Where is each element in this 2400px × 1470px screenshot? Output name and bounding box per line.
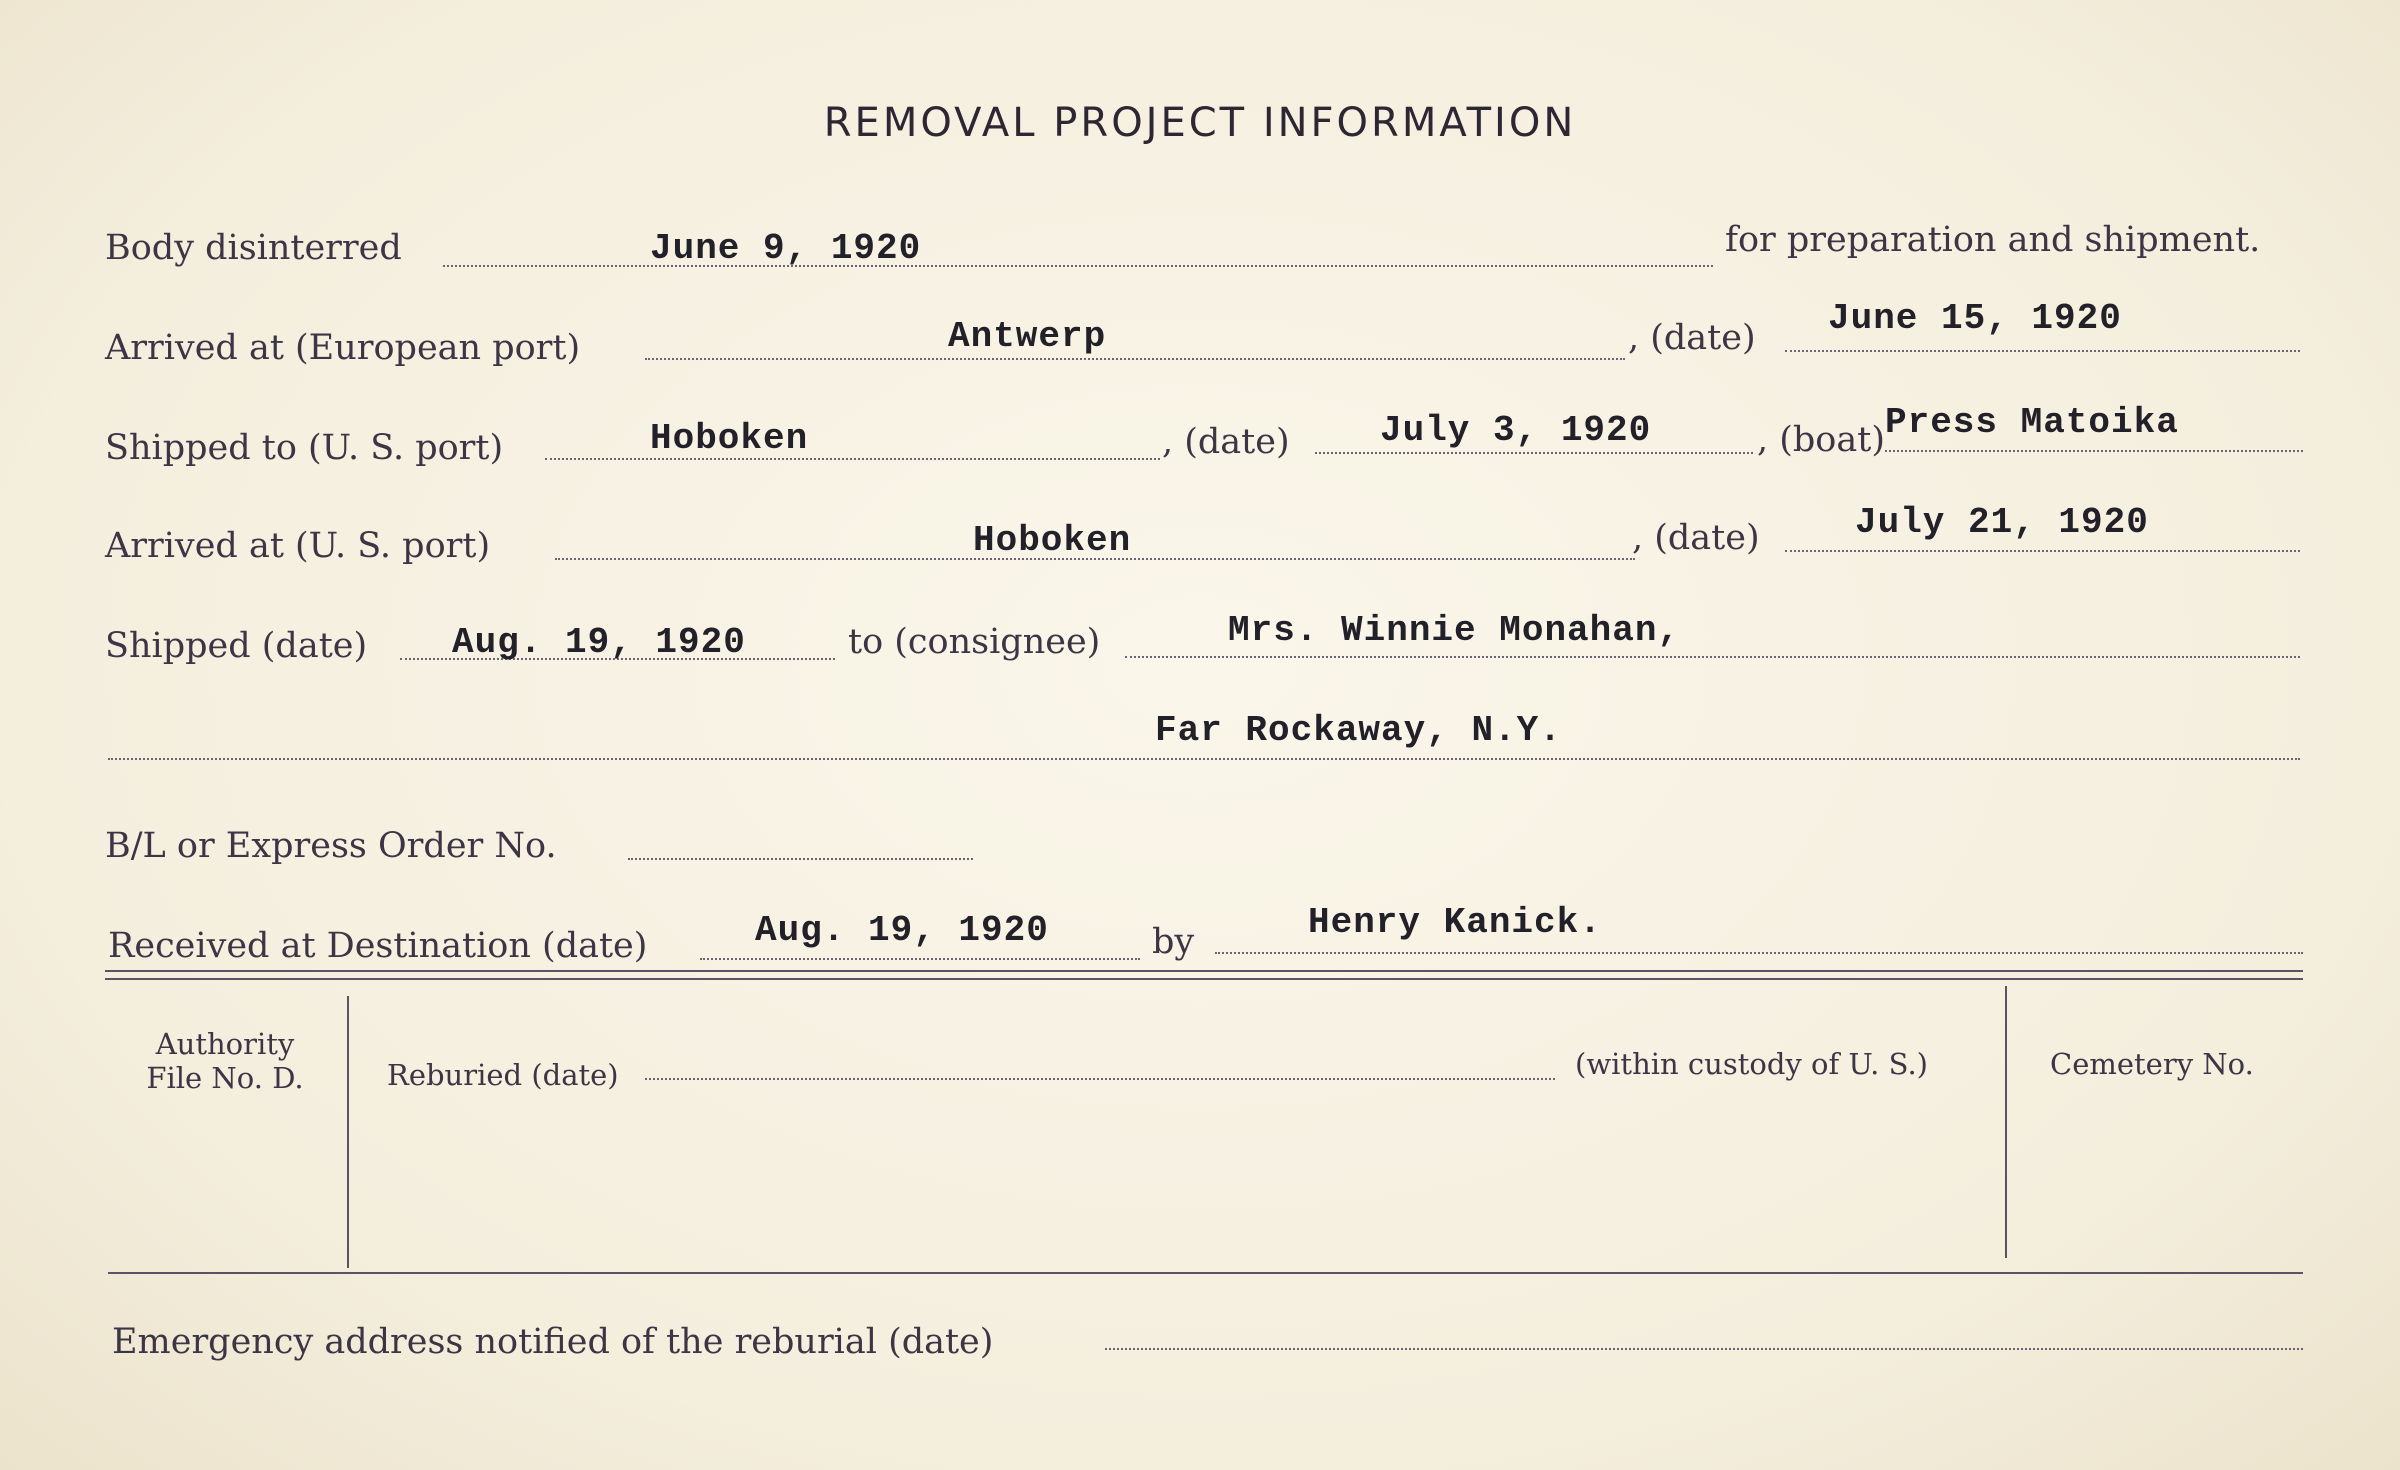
euro-date-line bbox=[1785, 350, 2300, 352]
file-no-label: File No. D. bbox=[146, 1061, 304, 1095]
consignee-address: Far Rockaway, N.Y. bbox=[1155, 710, 1562, 751]
arrived-us-date-line bbox=[1785, 550, 2300, 552]
shipped-us-line bbox=[545, 458, 1160, 460]
consignee-line bbox=[1125, 656, 2300, 658]
euro-date-label: , (date) bbox=[1628, 318, 1756, 358]
table-top-border-2 bbox=[105, 978, 2303, 980]
euro-port-date: June 15, 1920 bbox=[1828, 298, 2122, 339]
consignee-name: Mrs. Winnie Monahan, bbox=[1228, 610, 1681, 651]
arrived-us-date-label: , (date) bbox=[1632, 518, 1760, 558]
shipped-date: Aug. 19, 1920 bbox=[452, 622, 746, 663]
shipped-us-port: Hoboken bbox=[650, 418, 809, 459]
boat-line bbox=[1885, 450, 2303, 452]
authority-label: Authority bbox=[155, 1027, 295, 1061]
table-bottom-border bbox=[108, 1272, 2303, 1274]
received-by-line bbox=[1215, 952, 2303, 954]
table-divider-2 bbox=[2005, 986, 2007, 1258]
euro-port-line bbox=[645, 358, 1625, 360]
euro-port-value: Antwerp bbox=[948, 316, 1107, 357]
euro-port-label: Arrived at (European port) bbox=[105, 328, 581, 368]
bl-label: B/L or Express Order No. bbox=[105, 826, 557, 866]
shipped-us-label: Shipped to (U. S. port) bbox=[105, 428, 504, 468]
custody-label: (within custody of U. S.) bbox=[1575, 1047, 1928, 1081]
table-divider-1 bbox=[347, 996, 349, 1268]
received-date-line bbox=[700, 958, 1140, 960]
shipped-us-date-label: , (date) bbox=[1162, 422, 1290, 462]
reburied-label: Reburied (date) bbox=[387, 1058, 619, 1092]
page-title: REMOVAL PROJECT INFORMATION bbox=[823, 100, 1577, 146]
arrived-us-port: Hoboken bbox=[973, 520, 1132, 561]
boat-name: Press Matoika bbox=[1885, 402, 2179, 443]
received-date: Aug. 19, 1920 bbox=[755, 910, 1049, 951]
consignee-label: to (consignee) bbox=[848, 622, 1101, 662]
reburied-line bbox=[645, 1078, 1555, 1080]
emergency-label: Emergency address notified of the reburial (date) bbox=[112, 1322, 994, 1362]
bl-line bbox=[628, 858, 973, 860]
disinterred-label: Body disinterred bbox=[105, 228, 402, 268]
address-line bbox=[108, 758, 2300, 760]
arrived-us-date: July 21, 1920 bbox=[1855, 502, 2149, 543]
shipped-date-label: Shipped (date) bbox=[105, 626, 368, 666]
boat-label: , (boat) bbox=[1757, 420, 1885, 460]
shipped-us-date-line bbox=[1315, 452, 1753, 454]
arrived-us-label: Arrived at (U. S. port) bbox=[105, 526, 491, 566]
shipped-us-date: July 3, 1920 bbox=[1380, 410, 1652, 451]
emergency-line bbox=[1105, 1348, 2303, 1350]
table-top-border bbox=[105, 970, 2303, 972]
received-by-label: by bbox=[1152, 922, 1195, 962]
disinterred-suffix: for preparation and shipment. bbox=[1725, 220, 2261, 260]
received-label: Received at Destination (date) bbox=[108, 926, 648, 966]
disinterred-date: June 9, 1920 bbox=[650, 228, 922, 269]
received-by: Henry Kanick. bbox=[1308, 902, 1602, 943]
cemetery-label: Cemetery No. bbox=[2050, 1047, 2254, 1081]
disinterred-line bbox=[443, 265, 1713, 267]
